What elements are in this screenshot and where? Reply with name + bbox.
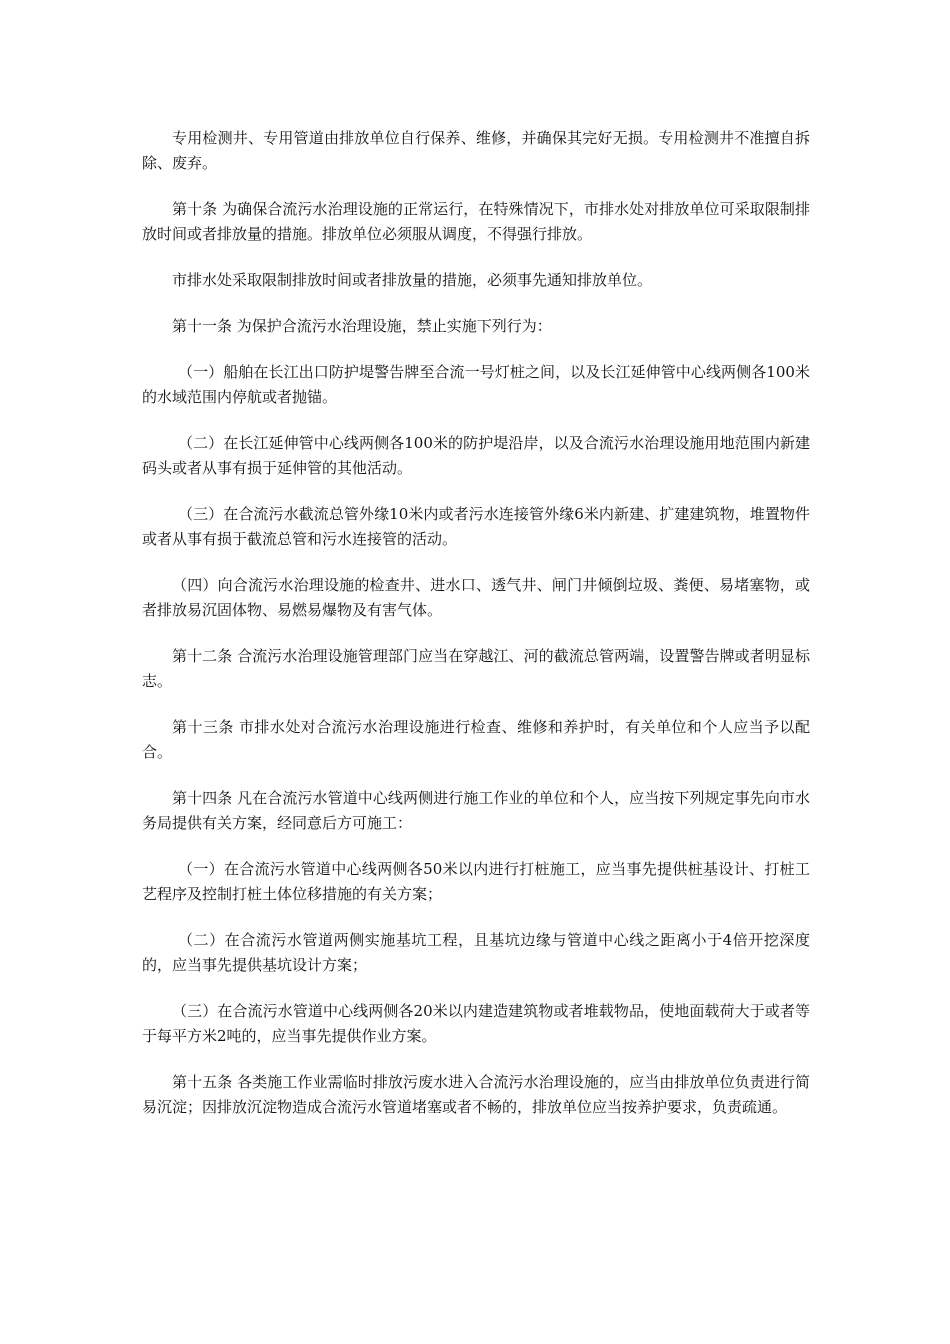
paragraph-article-11-item-3: （三）在合流污水截流总管外缘10米内或者污水连接管外缘6米内新建、扩建建筑物，堆置物件或者从事有损于截流总管和污水连接管的活动。 — [142, 505, 810, 548]
paragraph-article-14: 第十四条 凡在合流污水管道中心线两侧进行施工作业的单位和个人，应当按下列规定事先向市水务局提供有关方案，经同意后方可施工： — [142, 789, 810, 832]
paragraph-article-11: 第十一条 为保护合流污水治理设施，禁止实施下列行为： — [172, 317, 552, 335]
paragraph-article-14-item-2: （二）在合流污水管道两侧实施基坑工程，且基坑边缘与管道中心线之距离小于4倍开挖深度的，应当事先提供基坑设计方案； — [142, 931, 810, 974]
document-body — [142, 126, 810, 1141]
paragraph-article-11-item-2: （二）在长江延伸管中心线两侧各100米的防护堤沿岸，以及合流污水治理设施用地范围内新建码头或者从事有损于延伸管的其他活动。 — [142, 434, 810, 477]
paragraph-monitoring-well-maintenance: 专用检测井、专用管道由排放单位自行保养、维修，并确保其完好无损。专用检测井不准擅自拆除、废弃。 — [142, 129, 810, 172]
paragraph-article-12: 第十二条 合流污水治理设施管理部门应当在穿越江、河的截流总管两端，设置警告牌或者明显标志。 — [142, 647, 810, 690]
paragraph-article-10: 第十条 为确保合流污水治理设施的正常运行，在特殊情况下，市排水处对排放单位可采取限制排放时间或者排放量的措施。排放单位必须服从调度，不得强行排放。 — [142, 200, 810, 243]
paragraph-article-11-item-1: （一）船舶在长江出口防护堤警告牌至合流一号灯桩之间，以及长江延伸管中心线两侧各100米的水域范围内停航或者抛锚。 — [142, 363, 810, 406]
paragraph-article-14-item-3: （三）在合流污水管道中心线两侧各20米以内建造建筑物或者堆载物品，使地面载荷大于或者等于每平方米2吨的，应当事先提供作业方案。 — [142, 1002, 810, 1045]
paragraph-article-15: 第十五条 各类施工作业需临时排放污废水进入合流污水治理设施的，应当由排放单位负责进行简易沉淀；因排放沉淀物造成合流污水管道堵塞或者不畅的，排放单位应当按养护要求，负责疏通。 — [142, 1073, 810, 1116]
paragraph-article-13: 第十三条 市排水处对合流污水治理设施进行检查、维修和养护时，有关单位和个人应当予以配合。 — [142, 718, 810, 761]
paragraph-article-11-item-4: （四）向合流污水治理设施的检查井、进水口、透气井、闸门井倾倒垃圾、粪便、易堵塞物，或者排放易沉固体物、易燃易爆物及有害气体。 — [142, 576, 810, 619]
paragraph-article-10-notice: 市排水处采取限制排放时间或者排放量的措施，必须事先通知排放单位。 — [172, 271, 653, 289]
paragraph-article-14-item-1: （一）在合流污水管道中心线两侧各50米以内进行打桩施工，应当事先提供桩基设计、打桩工艺程序及控制打桩土体位移措施的有关方案； — [142, 860, 810, 903]
